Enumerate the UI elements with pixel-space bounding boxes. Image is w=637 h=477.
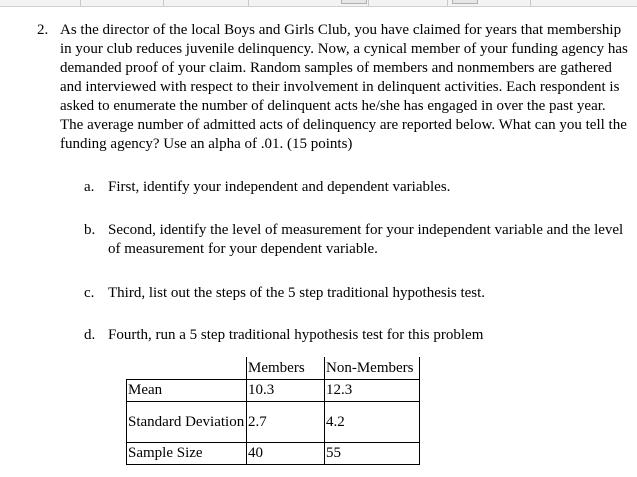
members-cell: 40: [247, 443, 325, 465]
row-label: Sample Size: [127, 443, 247, 465]
toolbar-tab[interactable]: [341, 0, 367, 4]
nonmembers-cell: 55: [325, 443, 420, 465]
nonmembers-cell: 12.3: [325, 380, 420, 402]
members-cell: 2.7: [247, 402, 325, 443]
table-header-row: [127, 357, 420, 380]
table-row: [127, 380, 420, 402]
row-label: Standard Deviation: [127, 402, 247, 443]
table-header-cell: Members: [247, 357, 325, 380]
toolbar-divider: [368, 0, 369, 6]
nonmembers-cell: 4.2: [325, 402, 420, 443]
question-number: 2.: [37, 22, 49, 38]
part-text: Second, identify the level of measurement for your independent variable and the level of measurement for your dependent variable.: [108, 222, 624, 257]
table-row: [127, 402, 420, 443]
part-text: Fourth, run a 5 step traditional hypothesis test for this problem: [108, 327, 484, 343]
part-letter: d.: [84, 327, 96, 343]
part-letter: b.: [84, 222, 96, 238]
table-header-cell: [127, 357, 247, 380]
toolbar-divider: [80, 0, 81, 6]
toolbar-divider: [248, 0, 249, 6]
statistics-table: [126, 357, 420, 465]
members-cell: 10.3: [247, 380, 325, 402]
toolbar-divider: [163, 0, 164, 6]
question-text: As the director of the local Boys and Girls Club, you have claimed for years that membership in your club reduces juvenile delinquency. Now, a cynical member of your funding agency has demanded proof of your claim. Random samples of members and nonmembers are gathered and interviewed with respect to their involvement in delinquent activities. Each respondent is asked to enumerate the number of delinquent acts he/she has engaged in over the past year. The average number of admitted acts of delinquency are reported below. What can you tell the funding agency? Use an alpha of .01. (15 points): [60, 22, 628, 152]
part-text: First, identify your independent and dependent variables.: [108, 179, 451, 195]
toolbar-divider: [447, 0, 448, 6]
part-letter: a.: [84, 179, 95, 195]
part-text: Third, list out the steps of the 5 step traditional hypothesis test.: [108, 285, 486, 301]
row-label: Mean: [127, 380, 247, 402]
toolbar-strip: [0, 0, 637, 7]
part-letter: c.: [84, 285, 95, 301]
table-header-cell: Non-Members: [325, 357, 420, 380]
table-row: [127, 443, 420, 465]
toolbar-tab[interactable]: [452, 0, 478, 4]
toolbar-divider: [530, 0, 531, 6]
